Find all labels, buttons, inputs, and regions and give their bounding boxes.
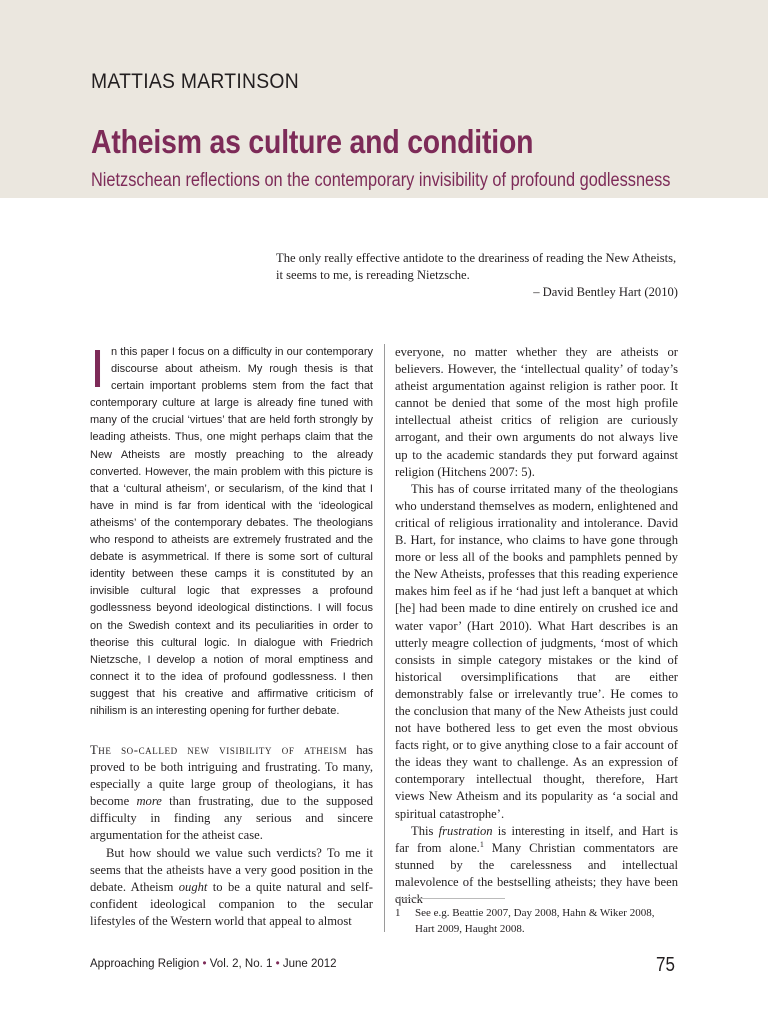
footnote-ref[interactable]: 1 xyxy=(479,839,484,849)
epigraph xyxy=(276,250,678,302)
footnote-line: Hart 2009, Haught 2008. xyxy=(415,923,525,935)
journal-date: June 2012 xyxy=(282,958,337,970)
journal-volume: Vol. 2, No. 1 xyxy=(209,958,273,970)
footnote-number: 1 xyxy=(395,907,401,919)
journal-name: Approaching Religion xyxy=(90,958,200,970)
body-paragraph: This has of course irritated many of the theologians who understand themselves as modern, enlightened and critical of religious irrationality and intolerance. David B. Hart, for instance, who claims to have gone through more or less all of the books and pamphlets penned by the New Atheists, professes that this reading experience makes him feel as if he ‘had just left a banquet at which [he] had been made to dine entirely on crushed ice and water vapor’ (Hart 2010). What Hart describes is an utterly meagre collection of judgments, ‘most of which consists in simple category mistakes or the kind of historical oversimplifications that are either demonstrably false or irrelevantly true’. He comes to the conclusion that many of the New Atheists just could not have bothered less to get even the most obvious facts right, or to give anything close to a fair account of the ideas they want to challenge. As an expression of contemporary intellectual thought, therefore, Hart views New Atheism and its popularity as ‘a social and spiritual catastrophe’. xyxy=(395,481,678,821)
author-name: MATTIAS MARTINSON xyxy=(91,70,299,93)
body-right-column xyxy=(395,344,678,908)
body-paragraph: The so-called new visibility of atheism has proved to be both intriguing and frustrating. To many, especially a quite large group of theologians, it has become more than frustrating, due to the supposed difficulty in finding any serious and sincere argumentation for the atheist case. xyxy=(90,743,374,843)
page-number: 75 xyxy=(656,954,675,976)
running-footer xyxy=(90,958,337,970)
bullet-separator: • xyxy=(202,958,207,970)
lead-in-small-caps: The so-called new visibility of atheism xyxy=(90,743,348,757)
body-left-column xyxy=(90,742,373,930)
footnote-line: See e.g. Beattie 2007, Day 2008, Hahn & Wiker 2008, xyxy=(415,907,655,919)
body-paragraph: everyone, no matter whether they are atheists or believers. However, the ‘intellectual quality’ of today’s atheist argumentation against religion is rather poor. It cannot be denied that some of the most high profile intellectual atheist critics of religion are curiously arrogant, and their own arguments do not always live up to the academic standards they put forward against religion (Hitchens 2007: 5). xyxy=(395,345,678,479)
abstract xyxy=(90,339,373,720)
abstract-text: n this paper I focus on a difficulty in our contemporary discourse about atheism. My rough thesis is that certain important problems stem from the fact that contemporary culture at large is already fine tuned with many of the crucial ‘virtues’ that are held forth strongly by leading atheists. Thus, one might perhaps claim that the New Atheists are mostly preaching to the already converted. However, the main problem with this picture is that a ‘cultural atheism’, or secularism, of the kind that I have in mind is far from identical with the ‘ideological atheisms’ of the contemporary debates. The theologians who respond to atheists are extremely frustrated and the debate is asymmetrical. If there is some sort of cultural identity between these camps it is constituted by an invisible cultural logic that expresses a profound godlessness beyond ideological distinctions. I will focus on the Swedish context and its peculiarities in order to theorise this cultural logic. In dialogue with Friedrich Nietzsche, I develop a notion of moral emptiness and connect it to the idea of profound godlessness. I then suggest that his creative and affirmative criticism of nihilism is an interesting opening for further debate. xyxy=(90,346,373,717)
body-paragraph: This frustration is interesting in itself, and Hart is far from alone.$^1$ Many Christian commentators are stunned by the carelessness and intellectual malevolence of the bestselling atheists; they have been quick xyxy=(395,823,678,906)
footnote xyxy=(395,905,685,937)
article-subtitle: Nietzschean reflections on the contemporary invisibility of profound godlessness xyxy=(91,170,671,191)
drop-cap: I xyxy=(90,339,106,399)
epigraph-text: The only really effective antidote to the dreariness of reading the New Atheists, it seems to me, is rereading Nietzsche. xyxy=(276,251,677,283)
header-band xyxy=(0,0,768,198)
body-paragraph: But how should we value such verdicts? To me it seems that the atheists have a very good position in the debate. Atheism ought to be a quite natural and self-confident ideological companion to the secular lifestyles of the Western world that appeal to almost xyxy=(90,845,373,928)
epigraph-attribution: – David Bentley Hart (2010) xyxy=(533,285,678,300)
article-title: Atheism as culture and condition xyxy=(91,123,534,160)
footnote-divider xyxy=(395,898,505,899)
bullet-separator: • xyxy=(275,958,280,970)
column-divider xyxy=(384,344,385,932)
